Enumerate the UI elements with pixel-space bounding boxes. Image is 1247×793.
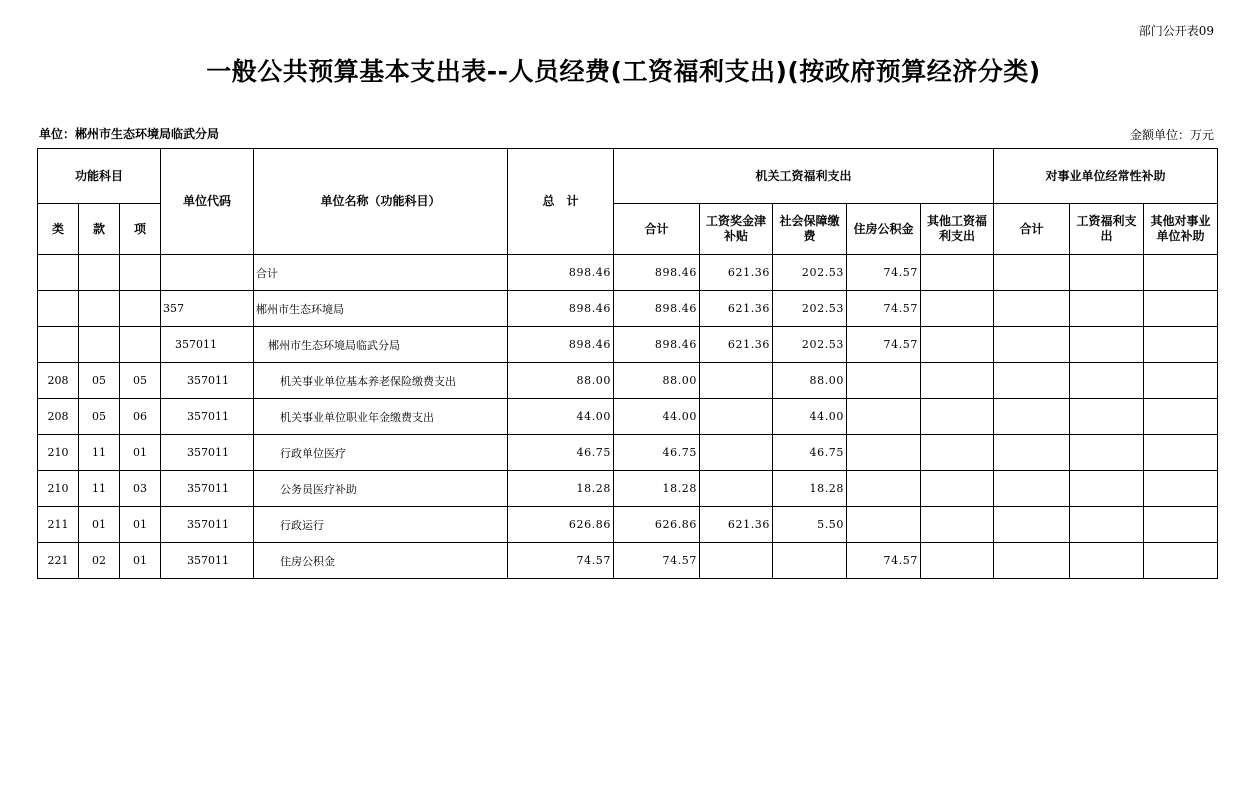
table-row [38,327,1218,363]
cell-unit-name: 行政单位医疗 [254,435,508,471]
cell-gov-housing: 74.57 [847,543,921,579]
cell-gov-other [921,435,994,471]
cell-inst-wage [1070,543,1144,579]
cell-kuan [79,327,120,363]
cell-unit-code [161,255,254,291]
cell-unit-name: 公务员医疗补助 [254,471,508,507]
cell-gov-social: 5.50 [773,507,847,543]
cell-xiang: 01 [120,507,161,543]
cell-lei: 221 [38,543,79,579]
cell-gov-wage: 621.36 [700,291,773,327]
cell-gov-wage [700,543,773,579]
cell-xiang [120,291,161,327]
header-total: 总 计 [508,149,614,255]
cell-total: 898.46 [508,255,614,291]
cell-inst-wage [1070,327,1144,363]
table-row [38,291,1218,327]
cell-inst-other [1144,543,1218,579]
cell-inst-sum [994,327,1070,363]
form-number: 部门公开表09 [1138,24,1214,38]
cell-inst-sum [994,543,1070,579]
cell-gov-housing [847,399,921,435]
table-header [38,149,1218,255]
cell-gov-housing [847,435,921,471]
cell-gov-other [921,363,994,399]
cell-kuan: 05 [79,399,120,435]
table-row [38,435,1218,471]
cell-unit-name: 机关事业单位基本养老保险缴费支出 [254,363,508,399]
cell-unit-code: 357011 [161,399,254,435]
header-gov-social: 社会保障缴费 [773,204,847,255]
cell-total: 18.28 [508,471,614,507]
cell-gov-sum: 88.00 [614,363,700,399]
cell-unit-name: 机关事业单位职业年金缴费支出 [254,399,508,435]
table-row [38,507,1218,543]
cell-gov-social: 18.28 [773,471,847,507]
cell-gov-other [921,327,994,363]
cell-kuan: 11 [79,471,120,507]
cell-gov-social: 88.00 [773,363,847,399]
header-unit-code: 单位代码 [161,149,254,255]
cell-lei: 211 [38,507,79,543]
cell-total: 74.57 [508,543,614,579]
cell-gov-sum: 74.57 [614,543,700,579]
cell-inst-other [1144,471,1218,507]
cell-lei: 208 [38,363,79,399]
cell-unit-code: 357011 [161,435,254,471]
header-inst-subsidy-group: 对事业单位经常性补助 [994,149,1218,204]
cell-kuan: 11 [79,435,120,471]
cell-lei [38,327,79,363]
cell-total: 898.46 [508,291,614,327]
cell-lei [38,255,79,291]
cell-gov-other [921,543,994,579]
table-row [38,255,1218,291]
cell-gov-sum: 898.46 [614,291,700,327]
cell-unit-name: 合计 [254,255,508,291]
cell-gov-other [921,255,994,291]
cell-inst-wage [1070,507,1144,543]
cell-gov-other [921,291,994,327]
header-gov-wage: 工资奖金津补贴 [700,204,773,255]
header-xiang: 项 [120,204,161,255]
cell-total: 44.00 [508,399,614,435]
cell-gov-wage [700,399,773,435]
cell-inst-other [1144,363,1218,399]
cell-inst-sum [994,435,1070,471]
cell-inst-other [1144,435,1218,471]
cell-inst-other [1144,507,1218,543]
cell-gov-sum: 898.46 [614,327,700,363]
header-func-subject: 功能科目 [38,149,161,204]
cell-kuan [79,291,120,327]
cell-gov-housing: 74.57 [847,327,921,363]
cell-inst-wage [1070,435,1144,471]
header-unit-name: 单位名称（功能科目） [254,149,508,255]
cell-unit-code: 357011 [161,543,254,579]
cell-inst-other [1144,399,1218,435]
cell-unit-name: 郴州市生态环境局临武分局 [254,327,508,363]
table-row [38,471,1218,507]
cell-inst-wage [1070,471,1144,507]
cell-xiang: 01 [120,543,161,579]
header-gov-sum: 合计 [614,204,700,255]
cell-gov-sum: 18.28 [614,471,700,507]
cell-xiang: 06 [120,399,161,435]
cell-gov-wage: 621.36 [700,507,773,543]
cell-lei [38,291,79,327]
cell-unit-name: 行政运行 [254,507,508,543]
cell-gov-sum: 626.86 [614,507,700,543]
cell-gov-wage [700,435,773,471]
cell-gov-sum: 46.75 [614,435,700,471]
cell-kuan [79,255,120,291]
cell-gov-social [773,543,847,579]
cell-total: 898.46 [508,327,614,363]
cell-inst-other [1144,255,1218,291]
cell-gov-housing: 74.57 [847,255,921,291]
cell-gov-wage [700,471,773,507]
header-kuan: 款 [79,204,120,255]
cell-unit-code: 357011 [161,363,254,399]
header-inst-other: 其他对事业单位补助 [1144,204,1218,255]
cell-xiang [120,327,161,363]
cell-inst-sum [994,471,1070,507]
table-row [38,363,1218,399]
cell-inst-wage [1070,363,1144,399]
cell-unit-code: 357011 [161,327,254,363]
cell-gov-social: 202.53 [773,327,847,363]
cell-unit-code: 357 [161,291,254,327]
cell-gov-wage [700,363,773,399]
cell-gov-social: 46.75 [773,435,847,471]
cell-lei: 208 [38,399,79,435]
table-row [38,399,1218,435]
cell-inst-wage [1070,399,1144,435]
cell-kuan: 05 [79,363,120,399]
cell-inst-sum [994,255,1070,291]
cell-inst-sum [994,507,1070,543]
header-inst-sum: 合计 [994,204,1070,255]
cell-gov-wage: 621.36 [700,327,773,363]
cell-gov-sum: 898.46 [614,255,700,291]
header-gov-housing: 住房公积金 [847,204,921,255]
cell-unit-name: 住房公积金 [254,543,508,579]
header-gov-other: 其他工资福利支出 [921,204,994,255]
cell-gov-housing [847,363,921,399]
cell-inst-wage [1070,255,1144,291]
page-title: 一般公共预算基本支出表--人员经费(工资福利支出)(按政府预算经济分类) [206,57,1041,86]
cell-kuan: 01 [79,507,120,543]
budget-table [37,148,1218,579]
cell-inst-other [1144,291,1218,327]
cell-lei: 210 [38,471,79,507]
amount-unit: 金额单位：万元 [1129,128,1214,142]
cell-total: 88.00 [508,363,614,399]
cell-xiang: 03 [120,471,161,507]
cell-gov-sum: 44.00 [614,399,700,435]
cell-gov-social: 202.53 [773,255,847,291]
cell-gov-housing [847,507,921,543]
cell-lei: 210 [38,435,79,471]
table-body [38,255,1218,579]
cell-xiang: 01 [120,435,161,471]
cell-total: 46.75 [508,435,614,471]
cell-gov-other [921,507,994,543]
cell-inst-sum [994,399,1070,435]
cell-inst-sum [994,291,1070,327]
cell-gov-housing [847,471,921,507]
cell-gov-wage: 621.36 [700,255,773,291]
cell-gov-other [921,471,994,507]
table-row [38,543,1218,579]
cell-inst-sum [994,363,1070,399]
cell-inst-wage [1070,291,1144,327]
cell-unit-code: 357011 [161,471,254,507]
cell-unit-name: 郴州市生态环境局 [254,291,508,327]
cell-xiang [120,255,161,291]
cell-inst-other [1144,327,1218,363]
header-gov-wage-group: 机关工资福利支出 [614,149,994,204]
cell-unit-code: 357011 [161,507,254,543]
reporting-unit: 单位：郴州市生态环境局临武分局 [39,127,220,141]
cell-gov-social: 44.00 [773,399,847,435]
header-lei: 类 [38,204,79,255]
cell-gov-other [921,399,994,435]
header-inst-wage: 工资福利支出 [1070,204,1144,255]
cell-xiang: 05 [120,363,161,399]
cell-gov-housing: 74.57 [847,291,921,327]
cell-total: 626.86 [508,507,614,543]
cell-kuan: 02 [79,543,120,579]
cell-gov-social: 202.53 [773,291,847,327]
